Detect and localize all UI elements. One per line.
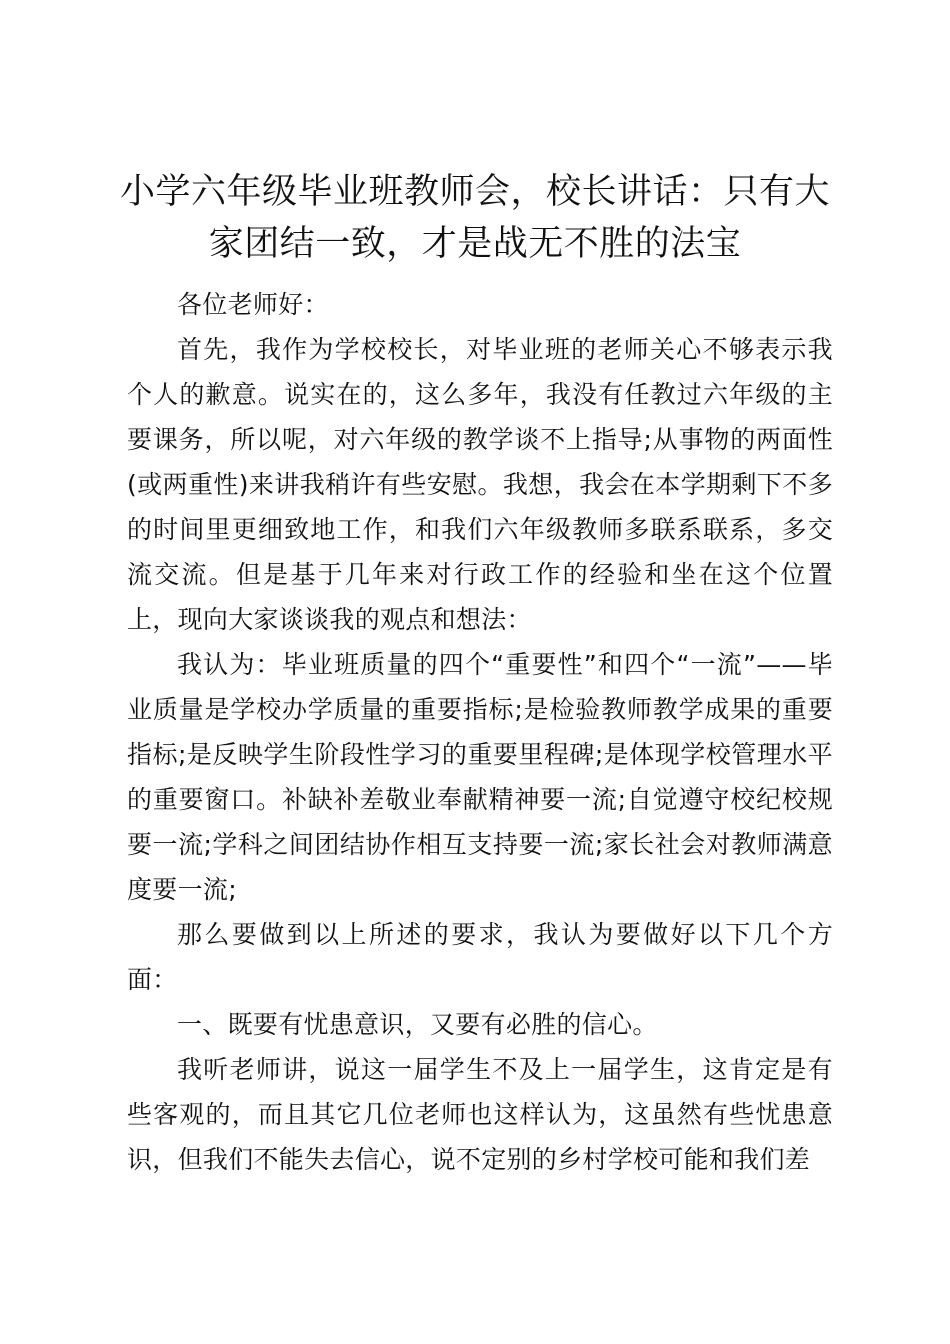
paragraph-greeting: 各位老师好： [177, 290, 329, 319]
document-body [127, 282, 833, 1182]
paragraph-requirements-intro: 那么要做到以上所述的要求，我认为要做好以下几个方面： [127, 920, 833, 994]
paragraph-four-importance: 我认为：毕业班质量的四个“重要性”和四个“一流”——毕业质量是学校办学质量的重要指标;是检验教师教学成果的重要指标;是反映学生阶段性学习的重要里程碑;是体现学校管理水平的重要窗口。补缺补差敬业奉献精神要一流;自觉遵守校纪校规要一流;学科之间团结协作相互支持要一流;家长社会对教师满意度要一流; [127, 650, 833, 904]
section-heading-one: 一、既要有忧患意识，又要有必胜的信心。 [177, 1010, 658, 1039]
document-title: 小学六年级毕业班教师会，校长讲话：只有大家团结一致，才是战无不胜的法宝 [119, 172, 830, 264]
paragraph-teacher-feedback: 我听老师讲，说这一届学生不及上一届学生，这肯定是有些客观的，而且其它几位老师也这样认为，这虽然有些忧患意识，但我们不能失去信心，说不定别的乡村学校可能和我们差 [127, 1055, 833, 1174]
paragraph-apology: 首先，我作为学校校长，对毕业班的老师关心不够表示我个人的歉意。说实在的，这么多年，我没有任教过六年级的主要课务，所以呢，对六年级的教学谈不上指导;从事物的两面性(或两重性)来讲我稍许有些安慰。我想，我会在本学期剩下不多的时间里更细致地工作，和我们六年级教师多联系联系，多交流交流。但是基于几年来对行政工作的经验和坐在这个位置上，现向大家谈谈我的观点和想法： [127, 335, 833, 634]
